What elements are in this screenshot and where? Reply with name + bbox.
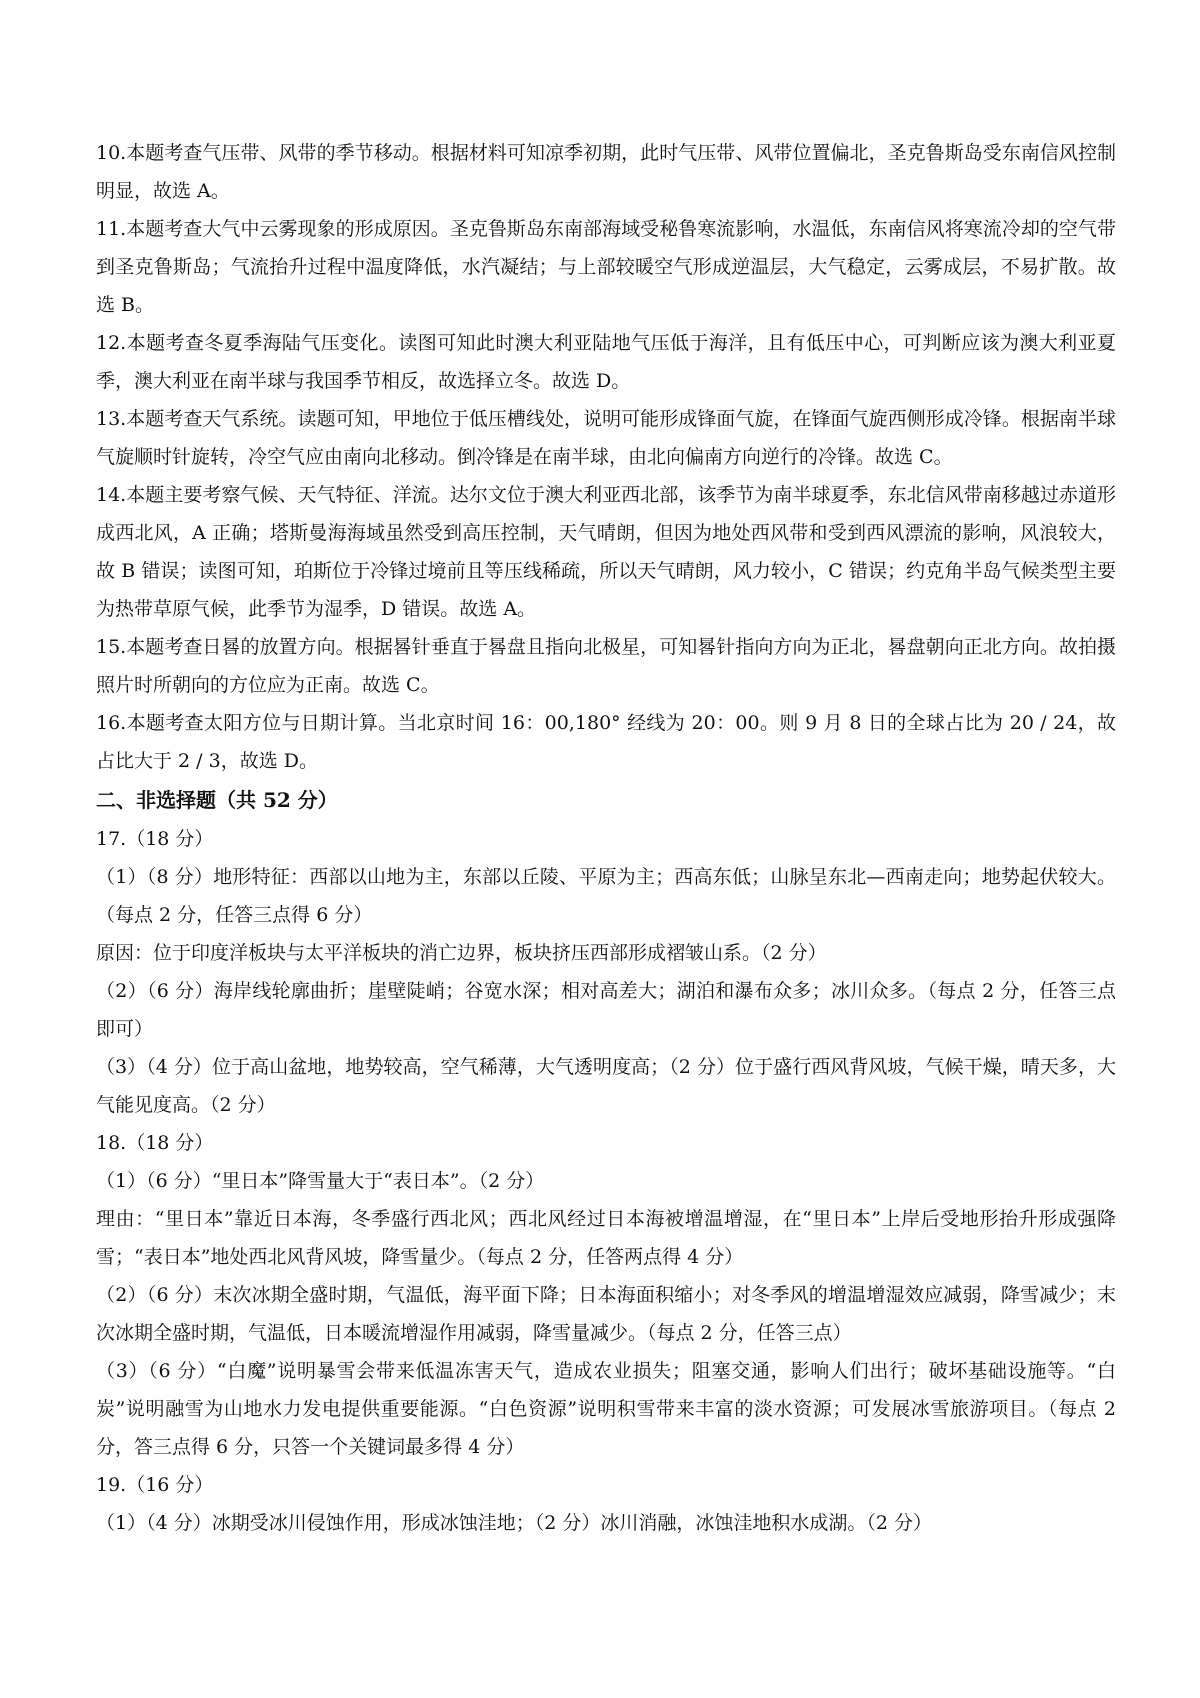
answer-11: 11.本题考查大气中云雾现象的形成原因。圣克鲁斯岛东南部海域受秘鲁寒流影响，水温低，东南信风将寒流冷却的空气带到圣克鲁斯岛；气流抬升过程中温度降低，水汽凝结；与上部较暖空气形成逆温层，大气稳定，云雾成层，不易扩散。故选 B。 xyxy=(96,218,1116,316)
answer-17-2: （2）（6 分）海岸线轮廓曲折；崖壁陡峭；谷宽水深；相对高差大；湖泊和瀑布众多；冰川众多。（每点 2 分，任答三点即可） xyxy=(96,980,1116,1040)
answer-18-3: （3）（6 分）“白魔”说明暴雪会带来低温冻害天气，造成农业损失；阻塞交通，影响人们出行；破坏基础设施等。“白炭”说明融雪为山地水力发电提供重要能源。“白色资源”说明积雪带来丰富的淡水资源；可发展冰雪旅游项目。（每点 2 分，答三点得 6 分，只答一个关键词最多得 4 分） xyxy=(96,1360,1116,1458)
answer-19-1: （1）（4 分）冰期受冰川侵蚀作用，形成冰蚀洼地；（2 分）冰川消融，冰蚀洼地积水成湖。（2 分） xyxy=(96,1512,932,1534)
answer-16: 16.本题考查太阳方位与日期计算。当北京时间 16：00,180° 经线为 20：00。则 9 月 8 日的全球占比为 20 / 24，故占比大于 2 / 3，故选 D。 xyxy=(96,712,1116,772)
answer-10: 10.本题考查气压带、风带的季节移动。根据材料可知凉季初期，此时气压带、风带位置偏北，圣克鲁斯岛受东南信风控制明显，故选 A。 xyxy=(96,142,1116,202)
answer-sheet xyxy=(96,134,1116,1542)
answer-18-1-reason: 理由：“里日本”靠近日本海，冬季盛行西北风；西北风经过日本海被增温增湿，在“里日本”上岸后受地形抬升形成强降雪；“表日本”地处西北风背风坡，降雪量少。（每点 2 分，任答两点得 4 分） xyxy=(96,1208,1116,1268)
question-17-header: 17.（18 分） xyxy=(96,828,214,850)
answer-12: 12.本题考查冬夏季海陆气压变化。读图可知此时澳大利亚陆地气压低于海洋，且有低压中心，可判断应该为澳大利亚夏季，澳大利亚在南半球与我国季节相反，故选择立冬。故选 D。 xyxy=(96,332,1116,392)
question-19-header: 19.（16 分） xyxy=(96,1474,214,1496)
answer-15: 15.本题考查日晷的放置方向。根据晷针垂直于晷盘且指向北极星，可知晷针指向方向为正北，晷盘朝向正北方向。故拍摄照片时所朝向的方位应为正南。故选 C。 xyxy=(96,636,1116,696)
answer-17-3: （3）（4 分）位于高山盆地，地势较高，空气稀薄，大气透明度高；（2 分）位于盛行西风背风坡，气候干燥，晴天多，大气能见度高。（2 分） xyxy=(96,1056,1116,1116)
answer-18-1: （1）（6 分）“里日本”降雪量大于“表日本”。（2 分） xyxy=(96,1170,545,1192)
answer-18-2: （2）（6 分）末次冰期全盛时期，气温低，海平面下降；日本海面积缩小；对冬季风的增温增湿效应减弱，降雪减少；末次冰期全盛时期，气温低，日本暖流增湿作用减弱，降雪量减少。（每点 2 分，任答三点） xyxy=(96,1284,1116,1344)
answer-17-1-reason: 原因：位于印度洋板块与太平洋板块的消亡边界，板块挤压西部形成褶皱山系。（2 分） xyxy=(96,942,827,964)
question-18-header: 18.（18 分） xyxy=(96,1132,214,1154)
answer-17-1: （1）（8 分）地形特征：西部以山地为主，东部以丘陵、平原为主；西高东低；山脉呈东北—西南走向；地势起伏较大。（每点 2 分，任答三点得 6 分） xyxy=(96,866,1116,926)
answer-13: 13.本题考查天气系统。读题可知，甲地位于低压槽线处，说明可能形成锋面气旋，在锋面气旋西侧形成冷锋。根据南半球气旋顺时针旋转，冷空气应由南向北移动。倒冷锋是在南半球，由北向偏南方向逆行的冷锋。故选 C。 xyxy=(96,408,1116,468)
section-heading: 二、非选择题（共 52 分） xyxy=(96,788,338,812)
answer-14: 14.本题主要考察气候、天气特征、洋流。达尔文位于澳大利亚西北部，该季节为南半球夏季，东北信风带南移越过赤道形成西北风，A 正确；塔斯曼海海域虽然受到高压控制，天气晴朗，但因为地处西风带和受到西风漂流的影响，风浪较大，故 B 错误；读图可知，珀斯位于冷锋过境前且等压线稀疏，所以天气晴朗，风力较小，C 错误；约克角半岛气候类型主要为热带草原气候，此季节为湿季，D 错误。故选 A。 xyxy=(96,484,1116,620)
